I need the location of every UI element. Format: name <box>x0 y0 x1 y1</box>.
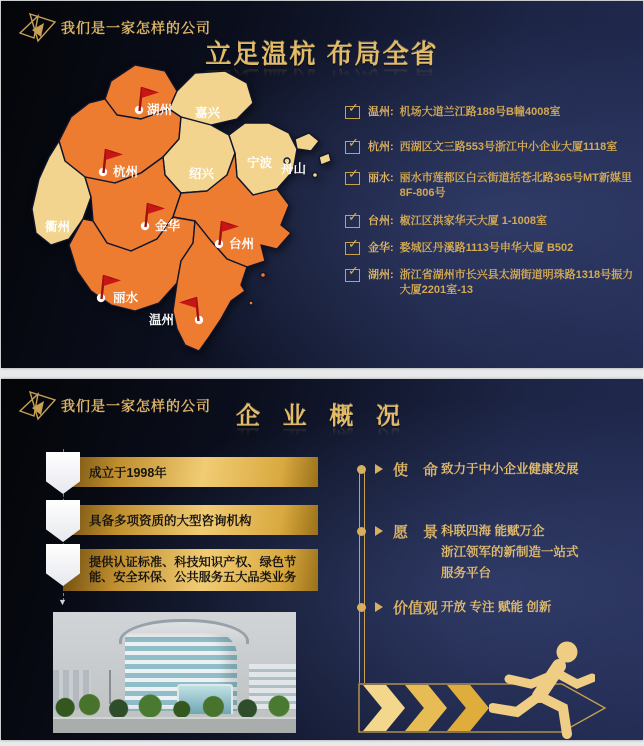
timeline-dot-icon <box>357 527 366 536</box>
triangle-marker-icon <box>375 602 383 612</box>
value-label: 使 命 <box>393 462 439 479</box>
checkbox-icon: ✓ <box>345 106 360 119</box>
checkbox-icon: ✓ <box>345 215 360 228</box>
address-item <box>345 209 639 229</box>
address-item <box>345 166 639 201</box>
address-item <box>345 100 639 120</box>
map-label: 温州 <box>149 313 175 327</box>
timeline-dot-icon <box>357 603 366 612</box>
map-label: 台州 <box>229 237 255 251</box>
address-city: 丽水: <box>368 172 394 184</box>
value-label: 价值观 <box>393 600 439 617</box>
slide1-title: 立足温杭 布局全省 <box>205 39 439 69</box>
address-text: 西湖区文三路553号浙江中小企业大厦1118室 <box>399 141 618 153</box>
address-city: 台州: <box>368 215 394 227</box>
checkbox-icon: ✓ <box>345 141 360 154</box>
ribbon-bullet-icon <box>46 452 80 494</box>
trees <box>53 692 296 720</box>
triangle-marker-icon <box>375 464 383 474</box>
value-text: 致力于中小企业健康发展 <box>441 462 579 476</box>
timeline-line <box>359 471 365 683</box>
map-label: 丽水 <box>113 291 139 305</box>
slide-2 <box>1 379 643 740</box>
checkbox-icon: ✓ <box>345 242 360 255</box>
timeline-dot-icon <box>357 465 366 474</box>
arrow-down-icon: ▼ <box>58 597 67 607</box>
section-tagline: 我们是一家怎样的公司 <box>61 398 211 414</box>
address-city: 金华: <box>368 242 394 254</box>
map-label: 宁波 <box>247 156 273 170</box>
ribbon-bullet-icon <box>46 500 80 542</box>
zhejiang-map <box>23 53 335 363</box>
address-text: 机场大道兰江路188号B幢4008室 <box>399 106 561 118</box>
slide-1 <box>1 1 643 368</box>
address-text: 丽水市莲都区白云街道括苍北路365号MT新媒里8F-806号 <box>399 172 632 199</box>
road <box>53 717 296 733</box>
map-label: 湖州 <box>147 103 173 117</box>
map-label: 绍兴 <box>189 167 215 181</box>
map-label: 衢州 <box>45 220 71 234</box>
map-label: 金华 <box>155 219 181 233</box>
address-city: 杭州: <box>368 141 394 153</box>
checkbox-icon: ✓ <box>345 172 360 185</box>
address-item <box>345 236 639 256</box>
triangle-marker-icon <box>375 526 383 536</box>
address-city: 温州: <box>368 106 394 118</box>
map-label: 杭州 <box>113 165 139 179</box>
building-photo <box>53 612 296 733</box>
slide2-title: 企 业 概 况 <box>235 403 408 430</box>
map-islet <box>249 301 253 305</box>
fact-bar: 具备多项资质的大型咨询机构 <box>63 505 318 535</box>
value-text: 科联四海 能赋万企 浙江领军的新制造一站式 服务平台 <box>441 524 579 580</box>
map-label: 嘉兴 <box>195 106 221 120</box>
value-text: 开放 专注 赋能 创新 <box>441 600 552 614</box>
address-item <box>345 135 639 155</box>
value-label: 愿 景 <box>393 524 439 541</box>
address-text: 椒江区洪家华天大厦 1-1008室 <box>399 215 547 227</box>
address-text: 婺城区丹溪路1113号申华大厦 B502 <box>399 242 574 254</box>
running-person-icon <box>489 639 595 739</box>
office-address-list <box>345 100 639 298</box>
fact-bar: 成立于1998年 <box>63 457 318 487</box>
map-islet <box>261 273 266 278</box>
address-city: 湖州: <box>368 269 394 281</box>
fact-bar: 提供认证标准、科技知识产权、绿色节能、安全环保、公共服务五大品类业务 <box>63 549 318 591</box>
map-label: 舟山 <box>281 162 307 176</box>
address-text: 浙江省湖州市长兴县太湖街道明珠路1318号振力大厦2201室-13 <box>399 269 634 296</box>
address-item <box>345 263 639 298</box>
checkbox-icon: ✓ <box>345 269 360 282</box>
section-tagline: 我们是一家怎样的公司 <box>61 20 211 36</box>
